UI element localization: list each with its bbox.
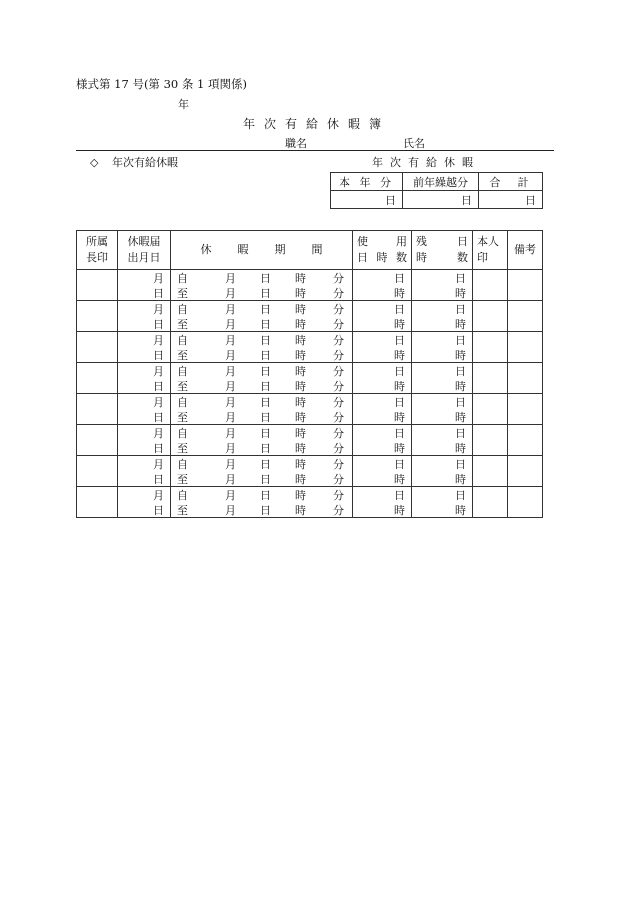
day-label: 日 (153, 411, 164, 424)
submission-date-cell[interactable] (118, 301, 171, 332)
hour-label: 時 (295, 411, 306, 424)
submission-date-stack (118, 394, 170, 424)
used-days-header: 使 用 日 時 数 (353, 231, 412, 270)
leave-period-stack (171, 332, 352, 362)
from-label: 自 (177, 427, 188, 440)
day-label: 日 (260, 380, 271, 393)
notes-cell[interactable] (508, 363, 543, 394)
hour-label: 時 (295, 349, 306, 362)
period-start-line (171, 302, 352, 317)
day-label: 日 (153, 504, 164, 517)
notes-cell[interactable] (508, 270, 543, 301)
submission-date-cell[interactable] (118, 487, 171, 518)
self-seal-cell[interactable] (473, 425, 508, 456)
used-days-cell[interactable] (353, 332, 412, 363)
affiliation-seal-cell[interactable] (77, 487, 118, 518)
from-label: 自 (177, 303, 188, 316)
month-label: 月 (153, 334, 164, 347)
period-start-line (171, 457, 352, 472)
submission-date-cell[interactable] (118, 332, 171, 363)
hour-label: 時 (295, 458, 306, 471)
month-label: 月 (225, 365, 236, 378)
hour-label: 時 (394, 349, 405, 362)
job-title-label: 職名 (285, 137, 307, 150)
notes-cell[interactable] (508, 301, 543, 332)
hour-label: 時 (394, 442, 405, 455)
hour-label: 時 (295, 334, 306, 347)
hour-label: 時 (295, 303, 306, 316)
from-label: 自 (177, 272, 188, 285)
month-label: 月 (225, 396, 236, 409)
minute-label: 分 (333, 287, 344, 300)
summary-title: 年次有給休暇 (372, 156, 480, 169)
hour-label: 時 (455, 287, 466, 300)
day-label: 日 (153, 318, 164, 331)
day-label: 日 (260, 272, 271, 285)
month-label: 月 (153, 365, 164, 378)
minute-label: 分 (333, 349, 344, 362)
affiliation-seal-cell[interactable] (77, 394, 118, 425)
to-label: 至 (177, 504, 188, 517)
form-number: 様式第 17 号(第 30 条 1 項関係) (76, 77, 247, 91)
hour-label: 時 (295, 427, 306, 440)
used-days-cell[interactable] (353, 425, 412, 456)
day-label: 日 (455, 396, 466, 409)
page-title: 年次有給休暇簿 (243, 117, 391, 131)
leave-period-header: 休 暇 期 間 (171, 231, 353, 270)
month-label: 月 (225, 504, 236, 517)
remaining-days-cell[interactable] (412, 332, 473, 363)
name-label: 氏名 (403, 137, 425, 150)
day-label: 日 (394, 303, 405, 316)
leave-period-stack (171, 425, 352, 455)
day-label: 日 (260, 318, 271, 331)
month-label: 月 (225, 272, 236, 285)
minute-label: 分 (333, 489, 344, 502)
period-end-line (171, 410, 352, 425)
minute-label: 分 (333, 272, 344, 285)
affiliation-seal-cell[interactable] (77, 332, 118, 363)
month-label: 月 (225, 442, 236, 455)
notes-cell[interactable] (508, 487, 543, 518)
day-label: 日 (394, 396, 405, 409)
day-label: 日 (260, 334, 271, 347)
used-stack (353, 332, 411, 362)
used-stack (353, 425, 411, 455)
period-start-line (171, 395, 352, 410)
day-unit: 日 (461, 193, 472, 207)
month-label: 月 (153, 427, 164, 440)
submission-date-stack (118, 363, 170, 393)
minute-label: 分 (333, 411, 344, 424)
minute-label: 分 (333, 442, 344, 455)
used-stack (353, 363, 411, 393)
period-start-line (171, 364, 352, 379)
self-seal-cell[interactable] (473, 394, 508, 425)
submission-date-header: 休暇届 出月日 (118, 231, 171, 270)
remaining-days-cell[interactable] (412, 363, 473, 394)
minute-label: 分 (333, 303, 344, 316)
affiliation-seal-cell[interactable] (77, 425, 118, 456)
to-label: 至 (177, 380, 188, 393)
to-label: 至 (177, 473, 188, 486)
month-label: 月 (153, 458, 164, 471)
hour-label: 時 (295, 272, 306, 285)
day-label: 日 (394, 272, 405, 285)
period-start-line (171, 333, 352, 348)
to-label: 至 (177, 318, 188, 331)
leave-period-stack (171, 363, 352, 393)
period-end-line (171, 472, 352, 487)
hour-label: 時 (455, 318, 466, 331)
used-stack (353, 456, 411, 486)
hour-label: 時 (295, 365, 306, 378)
leave-period-stack (171, 270, 352, 300)
from-label: 自 (177, 334, 188, 347)
used-stack (353, 301, 411, 331)
day-label: 日 (394, 365, 405, 378)
day-label: 日 (260, 442, 271, 455)
notes-cell[interactable] (508, 332, 543, 363)
used-days-cell[interactable] (353, 363, 412, 394)
day-label: 日 (260, 411, 271, 424)
month-label: 月 (153, 303, 164, 316)
used-stack (353, 394, 411, 424)
day-label: 日 (260, 287, 271, 300)
day-label: 日 (153, 287, 164, 300)
day-label: 日 (455, 489, 466, 502)
hour-label: 時 (295, 380, 306, 393)
period-end-line (171, 317, 352, 332)
hour-label: 時 (455, 473, 466, 486)
minute-label: 分 (333, 318, 344, 331)
submission-date-stack (118, 456, 170, 486)
day-label: 日 (455, 303, 466, 316)
section-label: 年次有給休暇 (112, 156, 178, 169)
month-label: 月 (225, 427, 236, 440)
diamond-icon: ◇ (90, 156, 99, 169)
leave-period-cell[interactable] (171, 363, 353, 394)
from-label: 自 (177, 489, 188, 502)
to-label: 至 (177, 287, 188, 300)
month-label: 月 (225, 303, 236, 316)
month-label: 月 (225, 334, 236, 347)
month-label: 月 (225, 458, 236, 471)
period-end-line (171, 379, 352, 394)
period-end-line (171, 286, 352, 301)
day-label: 日 (394, 458, 405, 471)
day-label: 日 (260, 349, 271, 362)
hour-label: 時 (455, 411, 466, 424)
self-seal-cell[interactable] (473, 456, 508, 487)
self-seal-cell[interactable] (473, 363, 508, 394)
table-row (77, 456, 543, 487)
day-unit: 日 (385, 193, 396, 207)
day-label: 日 (394, 334, 405, 347)
hour-label: 時 (295, 442, 306, 455)
hour-label: 時 (295, 489, 306, 502)
day-label: 日 (260, 489, 271, 502)
affiliation-seal-header: 所属 長印 (77, 231, 118, 270)
remaining-days-cell[interactable] (412, 425, 473, 456)
carried-over-days[interactable] (403, 191, 479, 209)
hour-label: 時 (394, 473, 405, 486)
day-label: 日 (260, 473, 271, 486)
remaining-days-cell[interactable] (412, 487, 473, 518)
hour-label: 時 (295, 287, 306, 300)
hour-label: 時 (394, 318, 405, 331)
affiliation-seal-cell[interactable] (77, 363, 118, 394)
submission-date-stack (118, 332, 170, 362)
minute-label: 分 (333, 380, 344, 393)
day-label: 日 (260, 303, 271, 316)
remaining-stack (412, 394, 472, 424)
submission-date-stack (118, 301, 170, 331)
submission-date-stack (118, 270, 170, 300)
period-end-line (171, 503, 352, 518)
hour-label: 時 (295, 396, 306, 409)
month-label: 月 (225, 380, 236, 393)
hour-label: 時 (455, 504, 466, 517)
from-label: 自 (177, 365, 188, 378)
submission-date-cell[interactable] (118, 425, 171, 456)
day-label: 日 (153, 349, 164, 362)
month-label: 月 (225, 489, 236, 502)
table-row (77, 301, 543, 332)
leave-period-stack (171, 456, 352, 486)
table-row (77, 363, 543, 394)
used-days-cell[interactable] (353, 487, 412, 518)
month-label: 月 (225, 411, 236, 424)
day-label: 日 (260, 458, 271, 471)
day-label: 日 (260, 427, 271, 440)
from-label: 自 (177, 396, 188, 409)
table-row (77, 332, 543, 363)
minute-label: 分 (333, 396, 344, 409)
submission-date-stack (118, 425, 170, 455)
total-header: 合 計 (479, 173, 543, 191)
notes-cell[interactable] (508, 425, 543, 456)
remaining-days-cell[interactable] (412, 456, 473, 487)
month-label: 月 (153, 489, 164, 502)
notes-cell[interactable] (508, 394, 543, 425)
remaining-days-cell[interactable] (412, 301, 473, 332)
remaining-stack (412, 425, 472, 455)
day-label: 日 (455, 334, 466, 347)
remaining-days-cell[interactable] (412, 270, 473, 301)
hour-label: 時 (394, 380, 405, 393)
minute-label: 分 (333, 365, 344, 378)
day-label: 日 (394, 427, 405, 440)
leave-period-stack (171, 394, 352, 424)
header-divider (76, 150, 554, 151)
submission-date-cell[interactable] (118, 394, 171, 425)
to-label: 至 (177, 411, 188, 424)
remaining-days-header: 残 日 時 数 (412, 231, 473, 270)
to-label: 至 (177, 349, 188, 362)
current-year-header: 本 年 分 (331, 173, 403, 191)
hour-label: 時 (455, 380, 466, 393)
self-seal-header: 本人 印 (473, 231, 508, 270)
submission-date-cell[interactable] (118, 363, 171, 394)
minute-label: 分 (333, 473, 344, 486)
affiliation-seal-cell[interactable] (77, 301, 118, 332)
used-days-cell[interactable] (353, 270, 412, 301)
affiliation-seal-cell[interactable] (77, 270, 118, 301)
minute-label: 分 (333, 427, 344, 440)
table-row (77, 487, 543, 518)
hour-label: 時 (455, 349, 466, 362)
period-end-line (171, 348, 352, 363)
period-start-line (171, 426, 352, 441)
self-seal-cell[interactable] (473, 301, 508, 332)
hour-label: 時 (295, 504, 306, 517)
submission-date-cell[interactable] (118, 456, 171, 487)
day-label: 日 (455, 427, 466, 440)
leave-period-cell[interactable] (171, 425, 353, 456)
leave-period-cell[interactable] (171, 270, 353, 301)
table-row (77, 394, 543, 425)
day-label: 日 (394, 489, 405, 502)
month-label: 月 (225, 287, 236, 300)
used-days-cell[interactable] (353, 394, 412, 425)
day-label: 日 (153, 473, 164, 486)
from-label: 自 (177, 458, 188, 471)
leave-period-cell[interactable] (171, 456, 353, 487)
to-label: 至 (177, 442, 188, 455)
leave-summary-table (330, 172, 543, 209)
period-end-line (171, 441, 352, 456)
notes-cell[interactable] (508, 456, 543, 487)
remaining-stack (412, 487, 472, 517)
month-label: 月 (153, 272, 164, 285)
day-unit: 日 (525, 193, 536, 207)
used-days-cell[interactable] (353, 301, 412, 332)
month-label: 月 (225, 473, 236, 486)
affiliation-seal-cell[interactable] (77, 456, 118, 487)
leave-period-stack (171, 301, 352, 331)
self-seal-cell[interactable] (473, 487, 508, 518)
submission-date-cell[interactable] (118, 270, 171, 301)
period-start-line (171, 271, 352, 286)
table-row (77, 270, 543, 301)
hour-label: 時 (394, 504, 405, 517)
day-label: 日 (455, 458, 466, 471)
hour-label: 時 (295, 318, 306, 331)
carried-over-header: 前年繰越分 (403, 173, 479, 191)
year-label: 年 (178, 98, 189, 111)
leave-period-stack (171, 487, 352, 517)
remaining-stack (412, 363, 472, 393)
leave-period-cell[interactable] (171, 394, 353, 425)
leave-log-table (76, 230, 543, 518)
day-label: 日 (260, 365, 271, 378)
remaining-stack (412, 332, 472, 362)
day-label: 日 (153, 380, 164, 393)
hour-label: 時 (394, 411, 405, 424)
remaining-days-cell[interactable] (412, 394, 473, 425)
day-label: 日 (455, 365, 466, 378)
hour-label: 時 (394, 287, 405, 300)
day-label: 日 (260, 396, 271, 409)
used-days-cell[interactable] (353, 456, 412, 487)
day-label: 日 (260, 504, 271, 517)
self-seal-cell[interactable] (473, 332, 508, 363)
period-start-line (171, 488, 352, 503)
remaining-stack (412, 270, 472, 300)
leave-period-cell[interactable] (171, 301, 353, 332)
table-row (77, 425, 543, 456)
minute-label: 分 (333, 504, 344, 517)
remaining-stack (412, 456, 472, 486)
minute-label: 分 (333, 458, 344, 471)
day-label: 日 (455, 272, 466, 285)
month-label: 月 (225, 318, 236, 331)
leave-period-cell[interactable] (171, 487, 353, 518)
total-days[interactable] (479, 191, 543, 209)
self-seal-cell[interactable] (473, 270, 508, 301)
month-label: 月 (153, 396, 164, 409)
hour-label: 時 (455, 442, 466, 455)
used-stack (353, 487, 411, 517)
month-label: 月 (225, 349, 236, 362)
used-stack (353, 270, 411, 300)
minute-label: 分 (333, 334, 344, 347)
remaining-stack (412, 301, 472, 331)
day-label: 日 (153, 442, 164, 455)
leave-period-cell[interactable] (171, 332, 353, 363)
hour-label: 時 (295, 473, 306, 486)
notes-header: 備考 (508, 231, 543, 270)
current-year-days[interactable] (331, 191, 403, 209)
submission-date-stack (118, 487, 170, 517)
